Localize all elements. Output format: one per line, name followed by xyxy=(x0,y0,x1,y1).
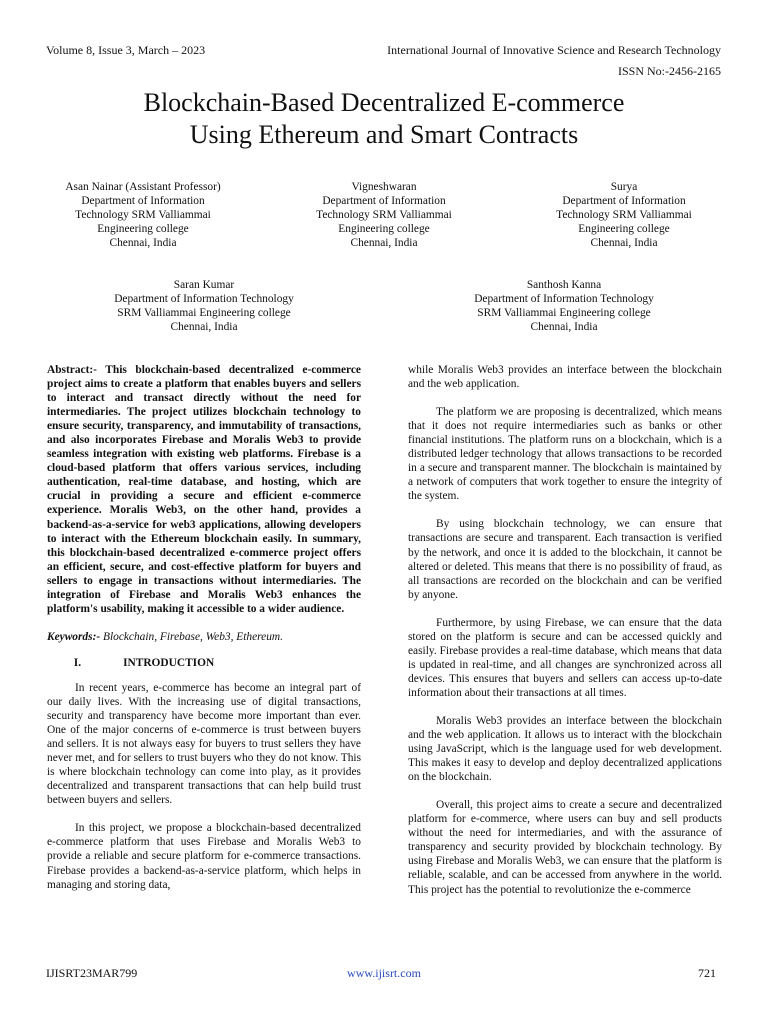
author-block-5 xyxy=(439,278,689,334)
author-affiliation-line: Department of Information xyxy=(322,195,446,207)
section-title: INTRODUCTION xyxy=(123,656,215,669)
paper-title xyxy=(40,87,728,151)
body-paragraph: Furthermore, by using Firebase, we can ensure that the data stored on the platform is secure and can be accessed quickly and easily. Firebase provides a real-time database, which means that data is updated in real-time, and all changes are synchronized across all devices. This ensures that buyers and sellers can access up-to-date information about their transactions at all times. xyxy=(408,616,722,699)
header-issn: ISSN No:-2456-2165 xyxy=(617,64,721,78)
keywords-label: Keywords:- xyxy=(47,630,101,643)
author-name: Saran Kumar xyxy=(173,279,235,291)
body-paragraph: By using blockchain technology, we can ensure that transactions are secure and transparent. Each transaction is verified by the network, and once it is added to the blockchain, it cannot be altered or deleted. This means that there is no possibility of fraud, as all transactions are recorded on the blockchain and can be verified by anyone. xyxy=(408,518,722,601)
author-affiliation-line: SRM Valliammai Engineering college xyxy=(477,307,651,319)
author-affiliation-line: Chennai, India xyxy=(109,237,177,249)
author-affiliation-line: Technology SRM Valliammai xyxy=(316,209,452,221)
left-column xyxy=(47,363,361,892)
keywords xyxy=(47,630,361,644)
footer-url[interactable]: www.ijisrt.com xyxy=(347,966,421,980)
author-affiliation-line: Chennai, India xyxy=(590,237,658,249)
author-block-1 xyxy=(40,180,246,250)
body-paragraph: Moralis Web3 provides an interface between the blockchain and the web application. It allows us to interact with the blockchain using JavaScript, which is the language used for web development. This makes it easy to develop and deploy decentralized applications on the blockchain. xyxy=(408,714,722,784)
author-name: Surya xyxy=(610,181,638,193)
author-affiliation-line: Technology SRM Valliammai xyxy=(75,209,211,221)
body-paragraph: In this project, we propose a blockchain-based decentralized e-commerce platform that uses Firebase and Moralis Web3 to provide a reliable and secure platform for e-commerce transactions. Firebase provides a backend-as-a-service platform, which helps in managing and storing data, xyxy=(47,822,361,891)
body-paragraph: Overall, this project aims to create a secure and decentralized platform for e-commerce, where users can buy and sell products without the need for intermediaries, and with the assurance of transparency and security provided by blockchain technology. By using Firebase and Moralis Web3, we can ensure that the platform is reliable, scalable, and can be accessed from anywhere in the world. This project has the potential to revolutionize the e-commerce xyxy=(408,799,722,896)
title-line-1: Blockchain-Based Decentralized E-commerce xyxy=(143,88,625,117)
title-line-2: Using Ethereum and Smart Contracts xyxy=(189,120,579,149)
author-block-2 xyxy=(281,180,487,250)
author-affiliation-line: Department of Information xyxy=(81,195,205,207)
author-affiliation-line: Department of Information Technology xyxy=(114,293,294,305)
author-affiliation-line: Engineering college xyxy=(97,223,189,235)
footer-paper-id: IJISRT23MAR799 xyxy=(46,966,138,980)
right-column xyxy=(408,363,722,897)
author-block-3 xyxy=(521,180,727,250)
author-affiliation-line: Chennai, India xyxy=(530,321,598,333)
author-name: Vigneshwaran xyxy=(351,181,417,193)
footer-page-number: 721 xyxy=(698,966,716,980)
author-affiliation-line: Chennai, India xyxy=(170,321,238,333)
author-affiliation-line: Engineering college xyxy=(338,223,430,235)
body-paragraph: The platform we are proposing is decentralized, which means that it does not require intermediaries such as banks or other financial institutions. The platform runs on a blockchain, which is a distributed ledger technology that allows transactions to be recorded in a secure and transparent manner. The blockchain is maintained by a network of computers that work together to ensure the integrity of the system. xyxy=(408,406,722,503)
author-affiliation-line: Technology SRM Valliammai xyxy=(556,209,692,221)
abstract: Abstract:- This blockchain-based decentralized e-commerce project aims to create a platform that enables buyers and sellers to interact and transact directly without the need for intermediaries. The project utilizes blockchain technology to ensure security, transparency, and immutability of transactions, and also incorporates Firebase and Moralis Web3 to provide seamless integration with existing web platforms. Firebase is a cloud-based platform that offers various services, including authentication, real-time database, and hosting, which are crucial in providing a secure and efficient e-commerce experience. Moralis Web3, on the other hand, provides a backend-as-a-service for web3 applications, allowing developers to interact with the Ethereum blockchain easily. In summary, this blockchain-based decentralized e-commerce project offers an efficient, secure, and cost-effective platform for buyers and sellers to engage in transactions without intermediaries. The integration of Firebase and Moralis Web3 enhances the platform's usability, making it accessible to a wider audience. xyxy=(47,364,361,615)
section-number: I. xyxy=(73,656,82,669)
body-paragraph-continuation: while Moralis Web3 provides an interface between the blockchain and the web application. xyxy=(408,364,722,391)
author-name: Santhosh Kanna xyxy=(526,279,602,291)
author-name: Asan Nainar (Assistant Professor) xyxy=(65,181,221,193)
section-heading xyxy=(0,656,361,670)
body-paragraph: In recent years, e-commerce has become an integral part of our daily lives. With the increasing use of digital transactions, security and transparency have become more important than ever. One of the major concerns of e-commerce is trust between buyers and sellers. It is not always easy for buyers to trust sellers they have never met, and for sellers to trust buyers who they do not know. This is where blockchain technology can come into play, as it provides decentralized and transparent transactions that can help build trust between buyers and sellers. xyxy=(47,681,361,807)
header-journal: International Journal of Innovative Science and Research Technology xyxy=(387,43,721,57)
author-affiliation-line: Department of Information Technology xyxy=(474,293,654,305)
author-affiliation-line: SRM Valliammai Engineering college xyxy=(117,307,291,319)
author-affiliation-line: Engineering college xyxy=(578,223,670,235)
keywords-text: Blockchain, Firebase, Web3, Ethereum. xyxy=(100,630,283,643)
author-block-4 xyxy=(79,278,329,334)
header-volume: Volume 8, Issue 3, March – 2023 xyxy=(46,43,206,57)
author-affiliation-line: Department of Information xyxy=(562,195,686,207)
author-affiliation-line: Chennai, India xyxy=(350,237,418,249)
